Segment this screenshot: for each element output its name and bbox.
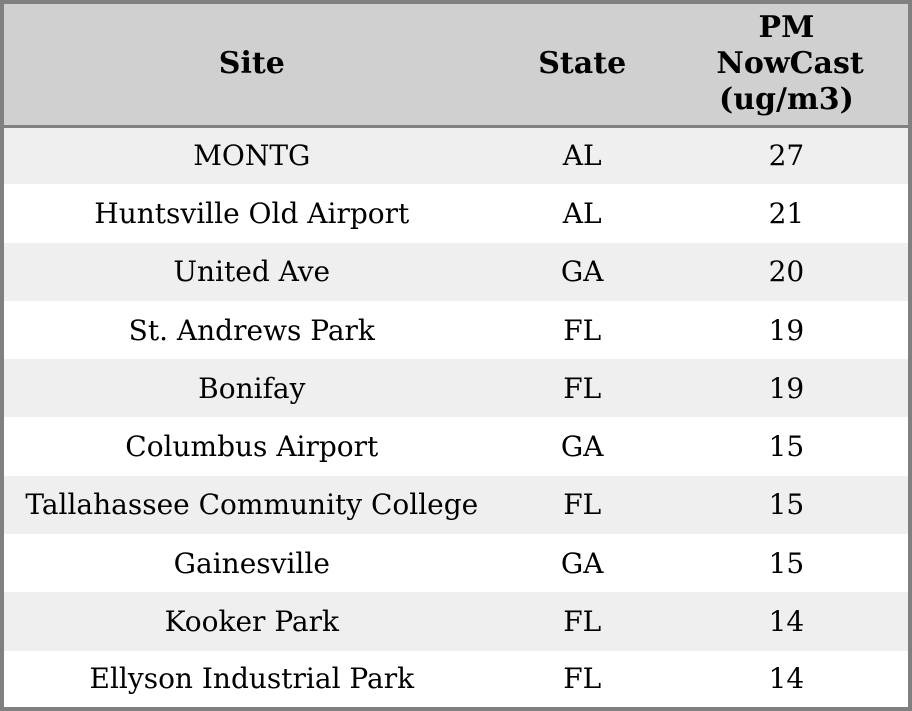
state-cell: GA xyxy=(560,430,604,464)
pm-cell: 15 xyxy=(768,546,805,580)
table-row xyxy=(2,359,910,417)
table-row xyxy=(2,417,910,475)
table-row xyxy=(2,651,910,709)
site-cell: St. Andrews Park xyxy=(128,313,375,347)
table-row xyxy=(2,301,910,359)
site-cell: Tallahassee Community College xyxy=(25,488,479,522)
header-cell-site xyxy=(2,2,500,126)
site-cell: Huntsville Old Airport xyxy=(94,196,410,230)
state-cell: FL xyxy=(563,662,602,696)
site-cell: Bonifay xyxy=(198,371,306,405)
header-label-state: State xyxy=(538,46,627,82)
table-row xyxy=(2,243,910,301)
state-cell: AL xyxy=(562,196,602,230)
pm-cell: 27 xyxy=(768,139,805,173)
pm-cell: 14 xyxy=(768,605,805,639)
site-cell: United Ave xyxy=(173,255,331,289)
state-cell: AL xyxy=(562,139,602,173)
header-label-site: Site xyxy=(218,46,285,82)
site-cell: Kooker Park xyxy=(164,605,339,639)
pm-cell: 20 xyxy=(768,255,805,289)
state-cell: GA xyxy=(560,546,604,580)
table-header xyxy=(2,2,910,126)
header-cell-state xyxy=(500,2,665,126)
table-body xyxy=(2,126,910,709)
state-cell: FL xyxy=(563,371,602,405)
site-cell: MONTG xyxy=(193,139,311,173)
site-cell: Columbus Airport xyxy=(125,430,379,464)
table-row xyxy=(2,534,910,592)
pm-cell: 15 xyxy=(768,488,805,522)
pm-cell: 14 xyxy=(768,662,805,696)
header-row xyxy=(2,2,910,126)
table-row xyxy=(2,184,910,242)
header-cell-pm-nowcast xyxy=(665,2,910,126)
pm-cell: 21 xyxy=(768,196,805,230)
pm-cell: 19 xyxy=(768,371,805,405)
state-cell: FL xyxy=(563,605,602,639)
site-cell: Gainesville xyxy=(173,546,330,580)
header-label-pm-nowcast: PM NowCast (ug/m3) xyxy=(716,10,864,118)
site-cell: Ellyson Industrial Park xyxy=(89,662,415,696)
pm-cell: 15 xyxy=(768,430,805,464)
table-row xyxy=(2,126,910,184)
state-cell: FL xyxy=(563,488,602,522)
pm-cell: 19 xyxy=(768,313,805,347)
table-row xyxy=(2,592,910,650)
state-cell: FL xyxy=(563,313,602,347)
state-cell: GA xyxy=(560,255,604,289)
table-row xyxy=(2,476,910,534)
